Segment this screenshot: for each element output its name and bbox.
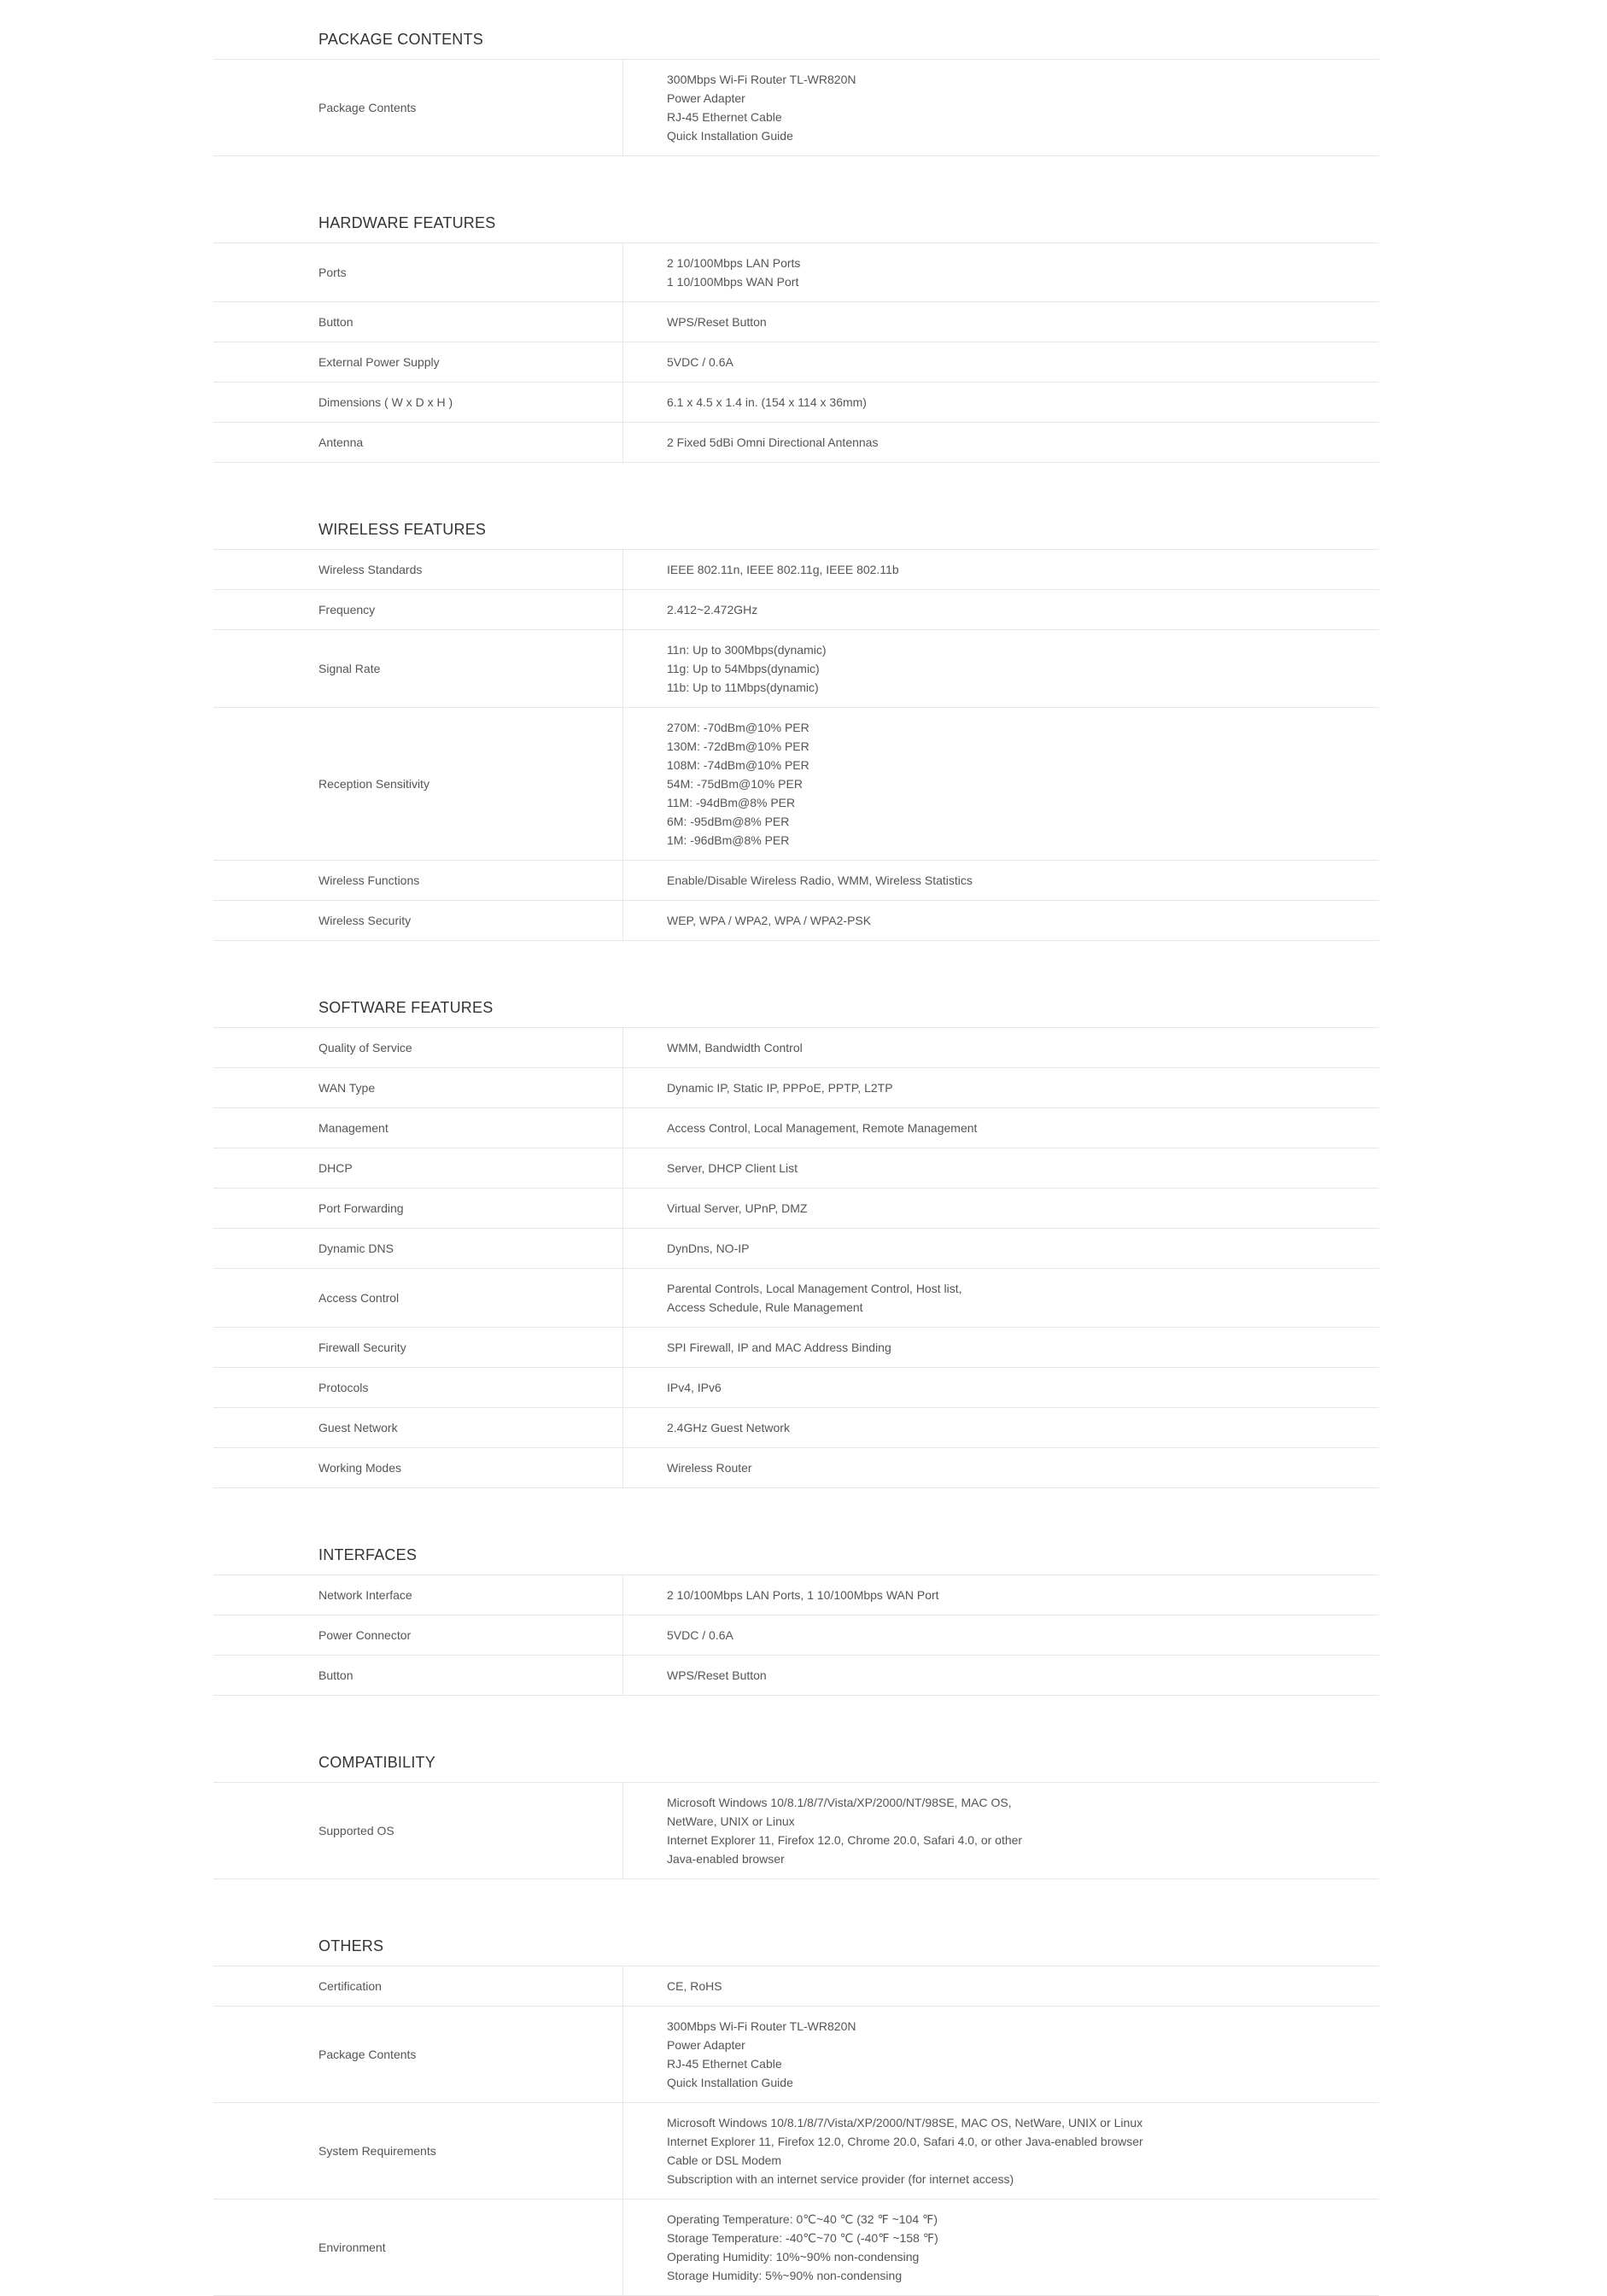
spec-row — [213, 901, 1379, 941]
spec-label: Signal Rate — [213, 630, 623, 707]
spec-row — [213, 1408, 1379, 1448]
section-title: PACKAGE CONTENTS — [213, 0, 1379, 60]
spec-value-line: Cable or DSL Modem — [667, 2153, 782, 2167]
spec-value-line: Microsoft Windows 10/8.1/8/7/Vista/XP/2000/NT/98SE, MAC OS, — [667, 1796, 1012, 1809]
spec-row — [213, 243, 1379, 302]
spec-value — [623, 1783, 1379, 1878]
spec-value-line: Parental Controls, Local Management Control, Host list, — [667, 1282, 962, 1295]
spec-label: Frequency — [213, 590, 623, 629]
spec-row — [213, 708, 1379, 861]
spec-value-line: Java-enabled browser — [667, 1852, 785, 1866]
spec-value-line: 108M: -74dBm@10% PER — [667, 758, 809, 772]
spec-value — [623, 1269, 1379, 1327]
spec-value — [623, 423, 1379, 462]
spec-value — [623, 1068, 1379, 1107]
spec-value-line: Internet Explorer 11, Firefox 12.0, Chrome 20.0, Safari 4.0, or other — [667, 1833, 1023, 1847]
spec-label: Ports — [213, 243, 623, 301]
spec-row — [213, 1966, 1379, 2007]
spec-value-line: Storage Humidity: 5%~90% non-condensing — [667, 2269, 903, 2282]
spec-value — [623, 2007, 1379, 2102]
spec-value-line: Quick Installation Guide — [667, 2076, 793, 2089]
spec-label: Wireless Functions — [213, 861, 623, 900]
spec-value-line: IEEE 802.11n, IEEE 802.11g, IEEE 802.11b — [667, 563, 899, 576]
spec-value-line: 2 10/100Mbps LAN Ports — [667, 256, 801, 270]
spec-row — [213, 1148, 1379, 1189]
section-title: HARDWARE FEATURES — [213, 156, 1379, 243]
spec-label: Management — [213, 1108, 623, 1148]
spec-value — [623, 1615, 1379, 1655]
spec-value-line: WPS/Reset Button — [667, 315, 767, 329]
spec-value-line: IPv4, IPv6 — [667, 1381, 722, 1394]
spec-row — [213, 1448, 1379, 1488]
spec-row — [213, 1028, 1379, 1068]
spec-value-line: 11M: -94dBm@8% PER — [667, 796, 796, 809]
spec-value — [623, 1408, 1379, 1447]
spec-label: Protocols — [213, 1368, 623, 1407]
spec-value — [623, 2200, 1379, 2295]
spec-value — [623, 1575, 1379, 1615]
spec-section — [213, 1696, 1379, 1879]
spec-label: Firewall Security — [213, 1328, 623, 1367]
spec-value-line: CE, RoHS — [667, 1979, 722, 1993]
spec-value — [623, 60, 1379, 155]
spec-label: Network Interface — [213, 1575, 623, 1615]
spec-value-line: 11g: Up to 54Mbps(dynamic) — [667, 662, 820, 675]
spec-value-line: 300Mbps Wi-Fi Router TL-WR820N — [667, 2019, 856, 2033]
spec-value-line: 270M: -70dBm@10% PER — [667, 721, 809, 734]
spec-value-line: 6.1 x 4.5 x 1.4 in. (154 x 114 x 36mm) — [667, 395, 867, 409]
spec-value-line: 1M: -96dBm@8% PER — [667, 833, 790, 847]
spec-value-line: Quick Installation Guide — [667, 129, 793, 143]
spec-value — [623, 1229, 1379, 1268]
section-title: INTERFACES — [213, 1488, 1379, 1575]
spec-value-line: Access Control, Local Management, Remote Management — [667, 1121, 978, 1135]
spec-label: WAN Type — [213, 1068, 623, 1107]
spec-value-line: 54M: -75dBm@10% PER — [667, 777, 803, 791]
spec-label: Antenna — [213, 423, 623, 462]
spec-row — [213, 1189, 1379, 1229]
spec-value — [623, 1328, 1379, 1367]
spec-value-line: RJ-45 Ethernet Cable — [667, 2057, 782, 2071]
spec-label: Environment — [213, 2200, 623, 2295]
spec-value — [623, 1028, 1379, 1067]
spec-row — [213, 1575, 1379, 1615]
spec-value-line: NetWare, UNIX or Linux — [667, 1814, 795, 1828]
spec-value — [623, 550, 1379, 589]
spec-label: Supported OS — [213, 1783, 623, 1878]
spec-value-line: 2 Fixed 5dBi Omni Directional Antennas — [667, 435, 879, 449]
spec-value-line: 2.412~2.472GHz — [667, 603, 758, 616]
spec-value-line: 2.4GHz Guest Network — [667, 1421, 790, 1434]
section-title: COMPATIBILITY — [213, 1696, 1379, 1783]
spec-value-line: 6M: -95dBm@8% PER — [667, 815, 790, 828]
spec-value-line: 11b: Up to 11Mbps(dynamic) — [667, 681, 819, 694]
spec-row — [213, 1783, 1379, 1879]
spec-row — [213, 2103, 1379, 2200]
spec-label: Reception Sensitivity — [213, 708, 623, 860]
spec-value-line: Internet Explorer 11, Firefox 12.0, Chrome 20.0, Safari 4.0, or other Java-enabled browser — [667, 2135, 1143, 2148]
spec-value-line: 1 10/100Mbps WAN Port — [667, 275, 799, 289]
spec-value-line: 300Mbps Wi-Fi Router TL-WR820N — [667, 73, 856, 86]
spec-value — [623, 1189, 1379, 1228]
spec-row — [213, 1229, 1379, 1269]
spec-value-line: RJ-45 Ethernet Cable — [667, 110, 782, 124]
spec-section — [213, 1879, 1379, 2296]
spec-value — [623, 901, 1379, 940]
spec-label: Dimensions ( W x D x H ) — [213, 383, 623, 422]
spec-value-line: 11n: Up to 300Mbps(dynamic) — [667, 643, 827, 657]
spec-value-line: Wireless Router — [667, 1461, 752, 1475]
spec-value-line: Storage Temperature: -40℃~70 ℃ (-40℉ ~158 ℉) — [667, 2231, 938, 2245]
spec-row — [213, 383, 1379, 423]
spec-section — [213, 0, 1379, 156]
spec-value-line: DynDns, NO-IP — [667, 1241, 750, 1255]
spec-value — [623, 383, 1379, 422]
spec-value — [623, 1108, 1379, 1148]
spec-label: Package Contents — [213, 60, 623, 155]
spec-value — [623, 630, 1379, 707]
spec-value-line: WEP, WPA / WPA2, WPA / WPA2-PSK — [667, 914, 872, 927]
spec-value — [623, 1148, 1379, 1188]
spec-label: Power Connector — [213, 1615, 623, 1655]
spec-label: Button — [213, 1656, 623, 1695]
spec-row — [213, 1269, 1379, 1328]
spec-label: Quality of Service — [213, 1028, 623, 1067]
section-title: SOFTWARE FEATURES — [213, 941, 1379, 1028]
spec-value-line: Virtual Server, UPnP, DMZ — [667, 1201, 808, 1215]
spec-row — [213, 1368, 1379, 1408]
spec-row — [213, 423, 1379, 463]
spec-value-line: 5VDC / 0.6A — [667, 1628, 733, 1642]
spec-row — [213, 1328, 1379, 1368]
spec-value-line: Access Schedule, Rule Management — [667, 1300, 863, 1314]
spec-label: Port Forwarding — [213, 1189, 623, 1228]
spec-value — [623, 342, 1379, 382]
spec-value — [623, 1368, 1379, 1407]
spec-row — [213, 302, 1379, 342]
spec-label: System Requirements — [213, 2103, 623, 2199]
spec-section — [213, 463, 1379, 941]
spec-row — [213, 60, 1379, 156]
spec-value — [623, 243, 1379, 301]
spec-label: Guest Network — [213, 1408, 623, 1447]
spec-value-line: Enable/Disable Wireless Radio, WMM, Wireless Statistics — [667, 873, 973, 887]
spec-section — [213, 941, 1379, 1488]
spec-value — [623, 861, 1379, 900]
spec-value-line: Operating Humidity: 10%~90% non-condensing — [667, 2250, 920, 2264]
spec-row — [213, 1656, 1379, 1696]
spec-value-line: Power Adapter — [667, 91, 745, 105]
spec-row — [213, 342, 1379, 383]
spec-section — [213, 1488, 1379, 1696]
spec-value — [623, 2103, 1379, 2199]
spec-value-line: 130M: -72dBm@10% PER — [667, 739, 809, 753]
spec-label: Button — [213, 302, 623, 342]
spec-value-line: Subscription with an internet service provider (for internet access) — [667, 2172, 1014, 2186]
spec-value-line: WPS/Reset Button — [667, 1668, 767, 1682]
spec-section — [213, 156, 1379, 463]
spec-value-line: Server, DHCP Client List — [667, 1161, 798, 1175]
spec-value-line: Power Adapter — [667, 2038, 745, 2052]
section-title: OTHERS — [213, 1879, 1379, 1966]
spec-value — [623, 1656, 1379, 1695]
spec-value-line: WMM, Bandwidth Control — [667, 1041, 803, 1055]
spec-row — [213, 590, 1379, 630]
section-title: WIRELESS FEATURES — [213, 463, 1379, 550]
spec-label: Dynamic DNS — [213, 1229, 623, 1268]
spec-label: External Power Supply — [213, 342, 623, 382]
spec-row — [213, 1068, 1379, 1108]
spec-value — [623, 302, 1379, 342]
spec-value — [623, 1448, 1379, 1487]
spec-row — [213, 2007, 1379, 2103]
spec-value-line: Microsoft Windows 10/8.1/8/7/Vista/XP/2000/NT/98SE, MAC OS, NetWare, UNIX or Linux — [667, 2116, 1143, 2129]
spec-value — [623, 1966, 1379, 2006]
spec-value — [623, 708, 1379, 860]
spec-label: Certification — [213, 1966, 623, 2006]
spec-label: Package Contents — [213, 2007, 623, 2102]
spec-row — [213, 630, 1379, 708]
spec-row — [213, 861, 1379, 901]
spec-value-line: Operating Temperature: 0℃~40 ℃ (32 ℉ ~104 ℉) — [667, 2212, 938, 2226]
spec-value-line: Dynamic IP, Static IP, PPPoE, PPTP, L2TP — [667, 1081, 893, 1095]
spec-row — [213, 1615, 1379, 1656]
spec-label: Access Control — [213, 1269, 623, 1327]
spec-row — [213, 1108, 1379, 1148]
spec-value-line: SPI Firewall, IP and MAC Address Binding — [667, 1341, 891, 1354]
spec-value — [623, 590, 1379, 629]
spec-table — [213, 0, 1379, 2296]
spec-label: DHCP — [213, 1148, 623, 1188]
spec-label: Wireless Security — [213, 901, 623, 940]
spec-value-line: 2 10/100Mbps LAN Ports, 1 10/100Mbps WAN Port — [667, 1588, 939, 1602]
spec-label: Wireless Standards — [213, 550, 623, 589]
spec-value-line: 5VDC / 0.6A — [667, 355, 733, 369]
spec-label: Working Modes — [213, 1448, 623, 1487]
spec-row — [213, 550, 1379, 590]
spec-row — [213, 2200, 1379, 2296]
